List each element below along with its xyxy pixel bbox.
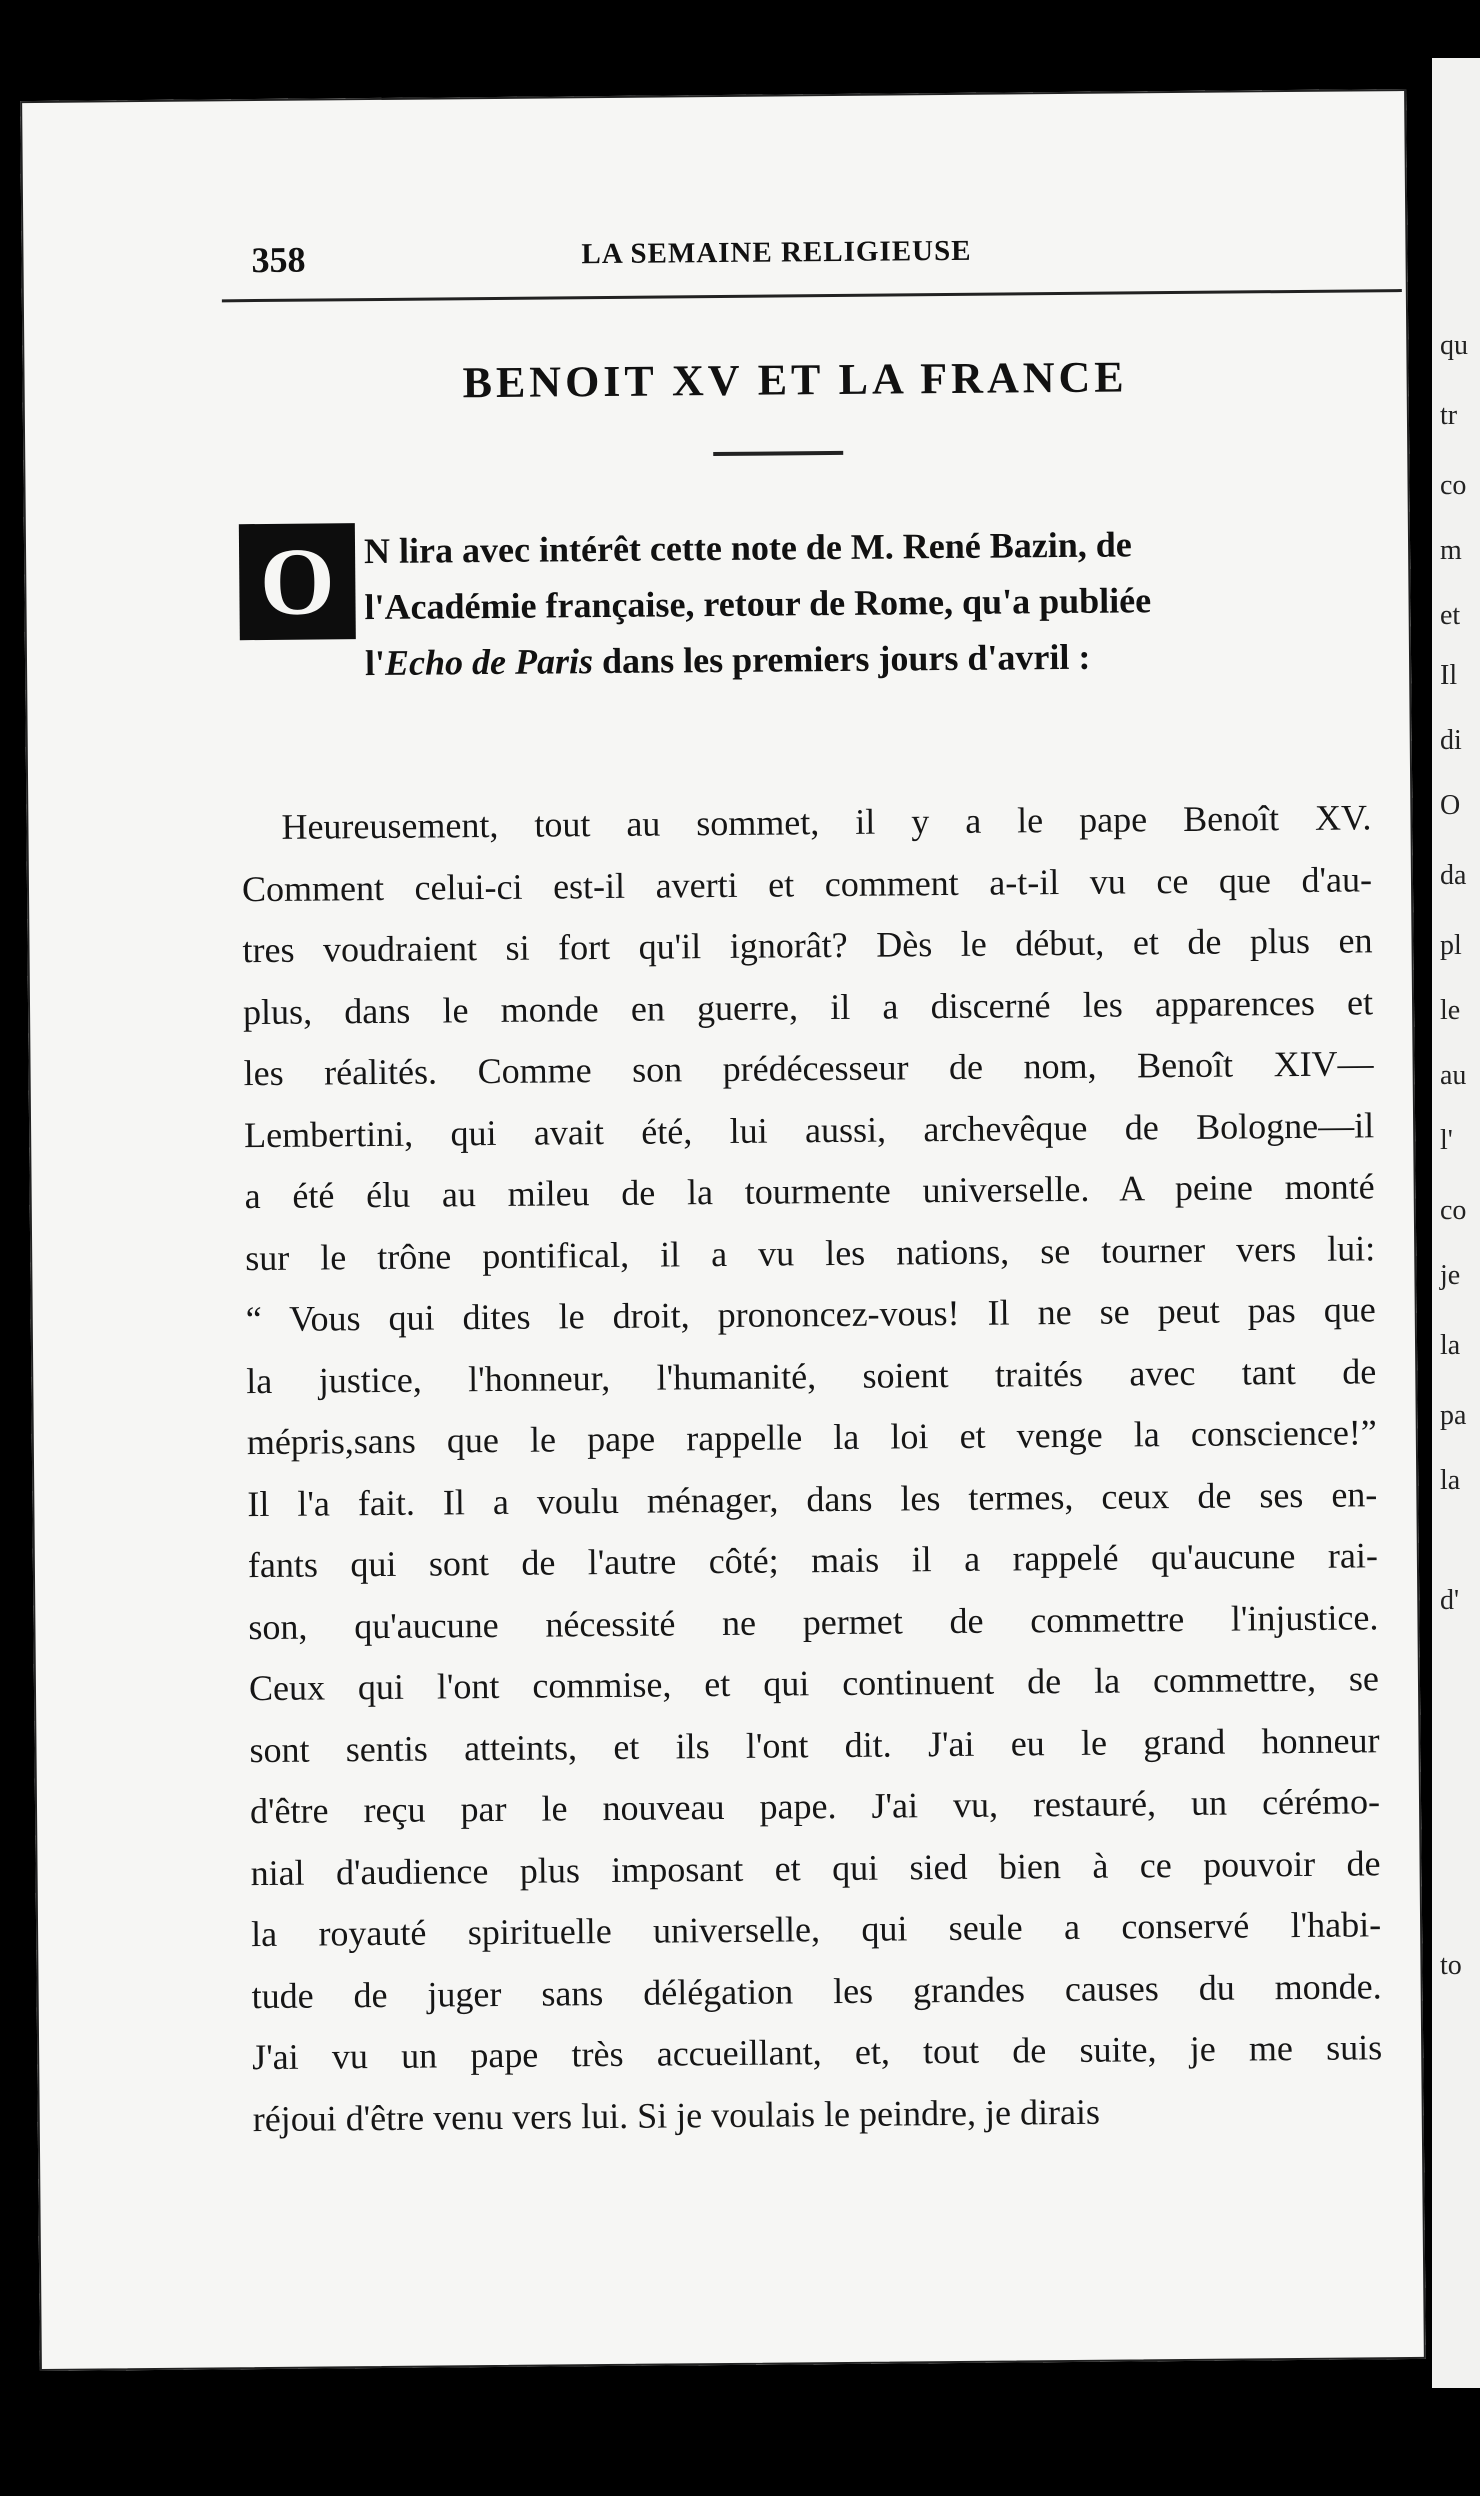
publication-name: Echo de Paris	[384, 641, 594, 683]
adjacent-page-fragment: et	[1440, 600, 1461, 631]
adjacent-page-fragment: di	[1440, 725, 1462, 756]
header-rule	[222, 289, 1402, 302]
body-line: son, qu'aucune nécessité ne permet de commettre l'injustice.	[248, 1596, 1379, 1647]
lead-suffix: dans les premiers jours d'avril :	[592, 636, 1091, 682]
adjacent-page-fragment: co	[1440, 1195, 1467, 1226]
adjacent-page-fragment: to	[1440, 1950, 1462, 1981]
body-line: les réalités. Comme son prédécesseur de nom, Benoît XIV—	[243, 1043, 1374, 1094]
adjacent-page-fragment: au	[1440, 1060, 1467, 1091]
body-line: mépris,sans que le pape rappelle la loi et venge la conscience!”	[246, 1412, 1377, 1463]
lead-line	[365, 626, 1365, 691]
body-line: tres voudraient si fort qu'il ignorât? Dès le début, et de plus en	[242, 920, 1373, 971]
body-line: tude de juger sans délégation les grandes causes du monde.	[251, 1965, 1382, 2016]
dropcap-letter: O	[259, 527, 336, 636]
lead-prefix: l'	[364, 642, 386, 684]
adjacent-page-fragment: pl	[1440, 930, 1462, 961]
adjacent-page-fragment: co	[1440, 470, 1467, 501]
running-title: LA SEMAINE RELIGIEUSE	[581, 234, 972, 271]
body-line: réjoui d'être venu vers lui. Si je voulais le peindre, je dirais	[252, 2091, 1101, 2139]
adjacent-page-fragment: la	[1440, 1465, 1461, 1496]
lead-line: N lira avec intérêt cette note de M. René Bazin, de	[363, 524, 1132, 572]
adjacent-page-fragment: je	[1440, 1260, 1461, 1291]
adjacent-page-fragment: tr	[1440, 400, 1458, 431]
body-line: “ Vous qui dites le droit, prononcez-vous! Il ne se peut pas que	[245, 1289, 1376, 1340]
book-page	[20, 89, 1426, 2371]
body-line: nial d'audience plus imposant et qui sied bien à ce pouvoir de	[250, 1842, 1381, 1893]
body-line: la royauté spirituelle universelle, qui seule a conservé l'habi-	[250, 1904, 1382, 1955]
body-line: a été élu au mileu de la tourmente universelle. A peine monté	[244, 1166, 1375, 1217]
page-header	[221, 219, 1401, 279]
adjacent-page-fragment: Il	[1440, 660, 1458, 691]
article-title: BENOIT XV ET LA FRANCE	[462, 352, 1128, 408]
dropcap-ornament	[239, 523, 356, 640]
title-rule	[713, 451, 843, 456]
page-number: 358	[251, 239, 306, 281]
body-line: Ceux qui l'ont commise, et qui continuent de la commettre, se	[248, 1658, 1380, 1709]
body-line: Lembertini, qui avait été, lui aussi, archevêque de Bologne—il	[243, 1104, 1375, 1155]
body-line: sont sentis atteints, et ils l'ont dit. J'ai eu le grand honneur	[249, 1719, 1380, 1770]
body-line: Il l'a fait. Il a voulu ménager, dans les termes, ceux de ses en-	[247, 1473, 1378, 1524]
adjacent-page-fragment: l'	[1440, 1125, 1453, 1156]
body-line: d'être reçu par le nouveau pape. J'ai vu, restauré, un cérémo-	[249, 1781, 1381, 1832]
body-line: Comment celui-ci est-il averti et comment a-t-il vu ce que d'au-	[241, 858, 1373, 909]
body-line: fants qui sont de l'autre côté; mais il a rappelé qu'aucune rai-	[247, 1535, 1379, 1586]
adjacent-page-fragment: O	[1440, 790, 1461, 821]
adjacent-page-fragment: la	[1440, 1330, 1461, 1361]
body-line: sur le trône pontifical, il a vu les nations, se tourner vers lui:	[245, 1227, 1376, 1278]
adjacent-page-fragment: qu	[1440, 330, 1468, 361]
adjacent-page-fragment: pa	[1440, 1400, 1467, 1431]
body-line: J'ai vu un pape très accueillant, et, tout de suite, je me suis	[252, 2027, 1383, 2078]
lead-paragraph	[364, 514, 1365, 691]
adjacent-page-fragment: m	[1440, 535, 1462, 566]
article-body	[241, 787, 1383, 2150]
body-line: Heureusement, tout au sommet, il y a le pape Benoît XV.	[281, 797, 1372, 847]
adjacent-page-fragment: d'	[1440, 1585, 1460, 1616]
body-line: plus, dans le monde en guerre, il a discerné les apparences et	[242, 981, 1374, 1032]
adjacent-page-fragment: le	[1440, 995, 1461, 1026]
adjacent-page-fragment: da	[1440, 860, 1467, 891]
lead-line: l'Académie française, retour de Rome, qu'a publiée	[364, 580, 1152, 628]
body-line: la justice, l'honneur, l'humanité, soient traités avec tant de	[246, 1350, 1377, 1401]
